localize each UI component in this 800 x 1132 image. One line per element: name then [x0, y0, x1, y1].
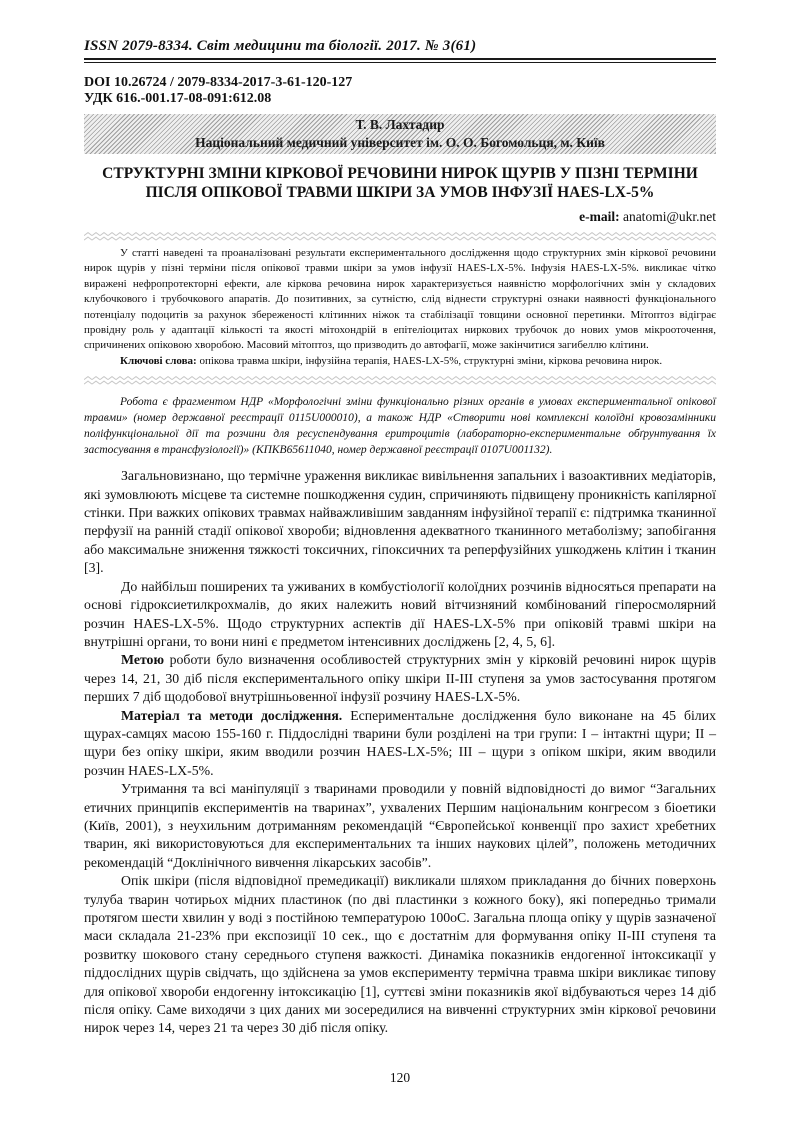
- abstract-section: [84, 246, 716, 369]
- email-line: [84, 209, 716, 225]
- author-name: Т. В. Лахтадир: [355, 117, 445, 132]
- keywords-line: [84, 354, 716, 369]
- paragraph-text: Загальновизнано, що термічне ураження викликає вивільнення запальних і вазоактивних медіаторів, які зумовлюють місцеве та системне пошкодження судин, спричиняють підвищену проникність капілярної стінки. При важких опікових травмах найважливішим завданням інфузійної терапії є: підтримка тканинної перфузії на ранній стадії опікової хвороби; відновлення адекватного тканинного метаболізму; запобігання або максимальне зниження тяжкості токсичних, гіпоксичних та реперфузійних ушкоджень клітин і тканин [3].: [84, 468, 716, 576]
- paragraph-lead: Метою: [121, 652, 165, 668]
- body-paragraph: [84, 707, 716, 781]
- funding-note: [84, 394, 716, 458]
- abstract-text: У статті наведені та проаналізовані результати експериментального дослідження щодо структурних змін кіркової речовини нирок щурів у пізні терміни після опікової травми шкіри за умов інфузії HAES-LX-5%. Інфузія HAES-LX-5%. викликає чітко виражені нефропротекторні ефекти, але кіркова речовина нирок характеризується наявністю морфологічних змін у складових клубочкового і трубочкового апаратів. До позитивних, за сутністю, слід віднести структурні ознаки наявності функціонального потенціалу подоцитів за рахунок збереженості клітинних ніжок та стабілізації товщини основної перетинки. Мітоптоз відіграє провідну роль у адаптації кількості та якості мітохондрій в епітеліоцитах ниркових трубочок до нових умов мікрооточення, спричинених опіковою хворобою. Масовий мітоптоз, що призводить до автофагії, може закінчитися загибеллю клітини.: [84, 247, 716, 352]
- page-number: 120: [389, 1070, 411, 1085]
- udk-line: УДК 616.-001.17-08-091:612.08: [84, 91, 272, 106]
- article-body: [84, 467, 716, 1038]
- doi-udk-block: [84, 75, 716, 107]
- keywords-text: опікова травма шкіри, інфузійна терапія, HAES-LX-5%, структурні зміни, кіркова речовина нирок.: [196, 354, 663, 367]
- author-band: [84, 114, 716, 154]
- email-address: anatomi@ukr.net: [619, 209, 716, 224]
- body-paragraph: [84, 872, 716, 1038]
- paragraph-text: Утримання та всі маніпуляції з тваринами проводили у повній відповідності до вимог “Загальних етичних принципів експериментів на тваринах”, ухвалених Першим національним конгресом з біоетики (Київ, 2001), з неухильним дотриманням рекомендацій “Європейської конвенції про захист хребетних тварин, які використовуються для експериментальних та інших наукових цілей”, положень методичних рекомендацій “Доклінічного вивчення лікарських засобів”.: [84, 781, 716, 870]
- zigzag-divider: [84, 232, 716, 241]
- body-paragraph: [84, 467, 716, 577]
- paragraph-text: роботи було визначення особливостей структурних змін у кірковій речовині нирок щурів через 14, 21, 30 діб після експериментального опіку шкіри II-III ступеня за умов застосування протягом перших 7 діб щодобової внутрішньовенної інфузії розчину HAES-LX-5%.: [84, 652, 716, 705]
- email-label: e-mail:: [579, 209, 620, 224]
- keywords-label: Ключові слова:: [120, 354, 197, 367]
- paragraph-text: До найбільш поширених та уживаних в комбустіології колоїдних розчинів відносяться препарати на основі гідроксиетилкрохмалів, до яких належить новий вітчизняний комбінований гіперосмолярний розчин HAES-LX-5%. Щодо структурних аспектів дії HAES-LX-5% при опіковій травмі шкіри на внутрішні органи, то вони нині є предметом інтенсивних досліджень [2, 4, 5, 6].: [84, 578, 716, 649]
- zigzag-divider: [84, 376, 716, 385]
- journal-header: ISSN 2079-8334. Світ медицини та біології. 2017. № 3(61): [84, 38, 716, 60]
- body-paragraph: [84, 780, 716, 872]
- body-paragraph: [84, 651, 716, 706]
- doi-line: DOI 10.26724 / 2079-8334-2017-3-61-120-127: [84, 75, 353, 90]
- funding-note-text: Робота є фрагментом НДР «Морфологічні зміни функціонально різних органів в умовах експериментальної опікової травми» (номер державної реєстрації 0115U000010), а також НДР «Створити нові комплексні колоїдні кровозамінники поліфункціональної дії та розчини для ресуспендування еритроцитів (лабораторно-експериментальне обґрунтування їх застосування в трансфузіології)» (КПКВ65611040, номер державної реєстрації 0107U001132).: [84, 396, 716, 457]
- paragraph-text: Опік шкіри (після відповідної премедикації) викликали шляхом прикладання до бічних поверхонь тулуба тварин чотирьох мідних пластинок (по дві пластинки з кожного боку), які попередньо тримали протягом шести хвилин у воді з постійною температурою 100оС. Загальна площа опіку у щурів зазначеної маси складала 21-23% при експозиції 10 сек., що є достатнім для формування опіку II-III ступеня та розвитку шокового стану середнього ступеня важкості. Динаміка показників ендогенної інтоксикації у піддослідних щурів свідчать, що здійснена за умов експерименту термічна травма шкіри викликає типову для опікової хвороби ендогенну інтоксикацію [1], суттєві зміни показників якої відбуваються через 14 діб після опіку. Саме виходячи з цих даних ми зосередилися на вивченні структурних змін кіркової речовини нирок через 14, через 21 та через 30 діб після опіку.: [84, 873, 716, 1036]
- header-rule: [84, 62, 716, 63]
- body-paragraph: [84, 578, 716, 652]
- article-title: СТРУКТУРНІ ЗМІНИ КІРКОВОЇ РЕЧОВИНИ НИРОК ЩУРІВ У ПІЗНІ ТЕРМІНИ ПІСЛЯ ОПІКОВОЇ ТРАВМИ ШКІРИ ЗА УМОВ ІНФУЗІЇ HAES-LX-5%: [102, 165, 698, 201]
- author-affiliation: Національний медичний університет ім. О. О. Богомольця, м. Київ: [195, 134, 605, 150]
- paragraph-lead: Матеріал та методи дослідження.: [121, 707, 343, 723]
- paragraph-text: Еспериментальне дослідження було виконане на 45 білих щурах-самцях масою 155-160 г. Піддослідні тварини були розділені на три групи: I – інтактні щури; II – щури без опіку шкіри, яким вводили розчин HAES-LX-5%; III – щури з опіком шкіри, яким вводили розчин HAES-LX-5%.: [84, 707, 716, 778]
